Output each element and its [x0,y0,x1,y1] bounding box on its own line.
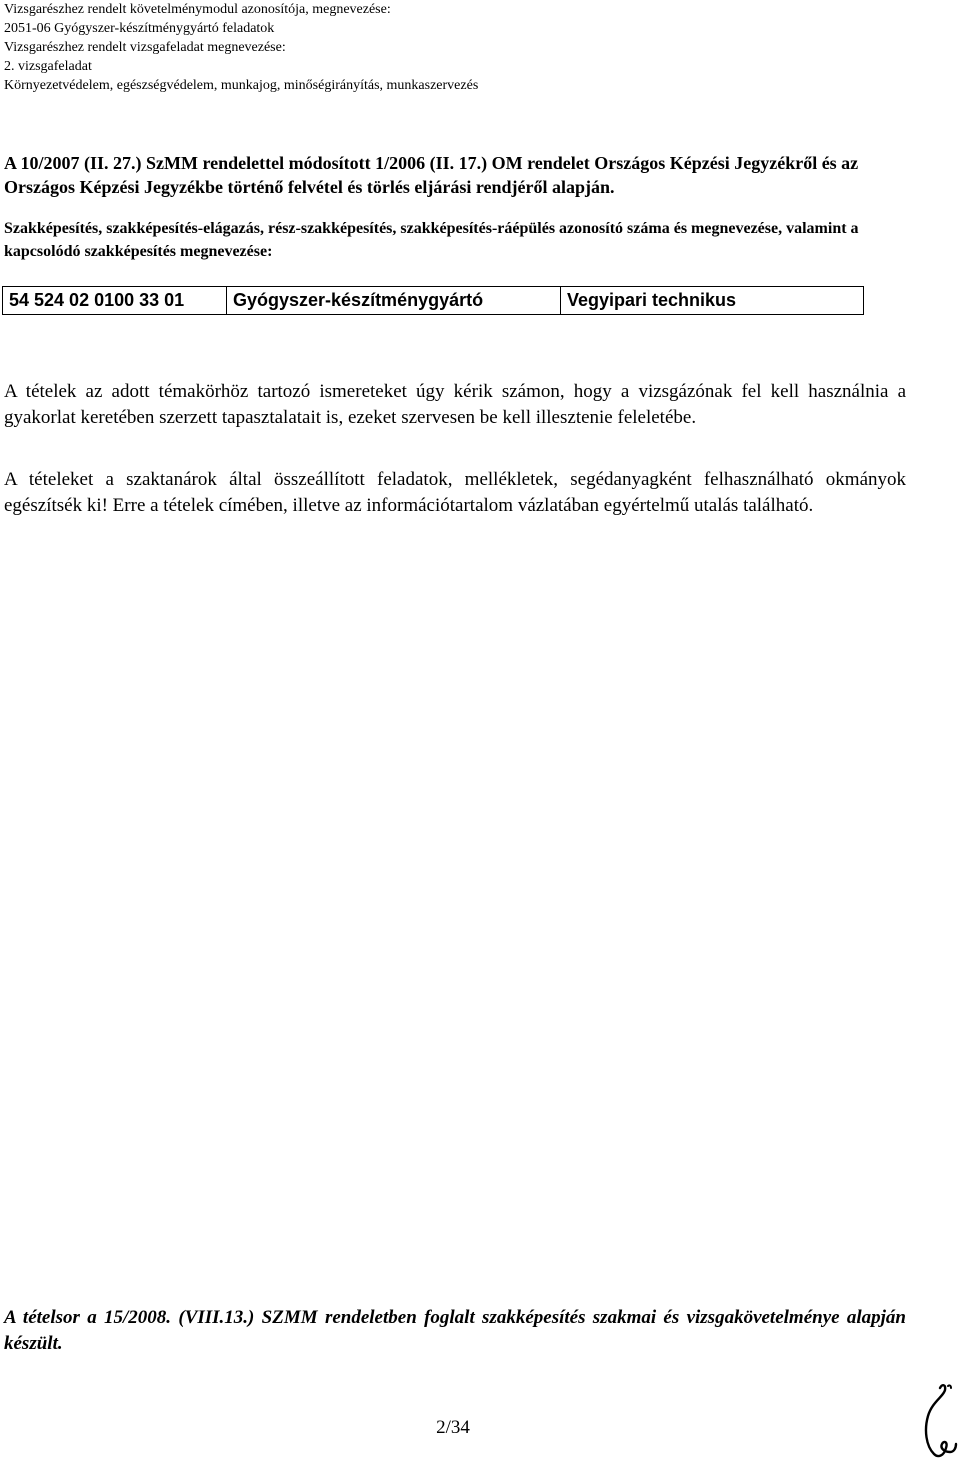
qualification-table [2,286,864,315]
header-line: 2051-06 Gyógyszer-készítménygyártó feladatok [4,21,275,36]
header-line: Vizsgarészhez rendelt követelménymodul azonosítója, megnevezése: [4,2,391,17]
handwritten-initial-icon [918,1382,958,1460]
qualification-intro: Szakképesítés, szakképesítés-elágazás, rész-szakképesítés, szakképesítés-ráépülés azonosító száma és megnevezése, valamint a kapcsolódó szakképesítés megnevezése: [4,220,859,260]
header-line: Környezetvédelem, egészségvédelem, munkajog, minőségirányítás, munkaszervezés [4,78,479,93]
qualification-name: Gyógyszer-készítménygyártó [227,287,561,314]
page-number: 2/34 [436,1417,470,1438]
related-qualification: Vegyipari technikus [567,290,737,310]
qualification-code: 54 524 02 0100 33 01 [3,287,227,314]
body-paragraph: A tételeket a szaktanárok által összeállított feladatok, mellékletek, segédanyagként felhasználható okmányok egészítsék ki! Erre a tételek címében, illetve az információtartalom vázlatában egyértelmű utalás található. [4,469,906,516]
footer-note: A tételsor a 15/2008. (VIII.13.) SZMM rendeletben foglalt szakképesítés szakmai és vizsgakövetelménye alapján készült. [4,1307,906,1354]
header-line: Vizsgarészhez rendelt vizsgafeladat megnevezése: [4,40,286,55]
body-paragraph: A tételek az adott témakörhöz tartozó ismereteket úgy kérik számon, hogy a vizsgázónak fel kell használnia a gyakorlat keretében szerzett tapasztalatait is, ezeket szervesen be kell illesztenie feleletébe. [4,381,906,428]
decree-reference: A 10/2007 (II. 27.) SzMM rendelettel módosított 1/2006 (II. 17.) OM rendelet Országos Képzési Jegyzékről és az Országos Képzési Jegyzékbe történő felvétel és törlés eljárási rendjéről alapján. [4,153,859,197]
page-header [4,0,478,95]
header-line: 2. vizsgafeladat [4,59,92,74]
